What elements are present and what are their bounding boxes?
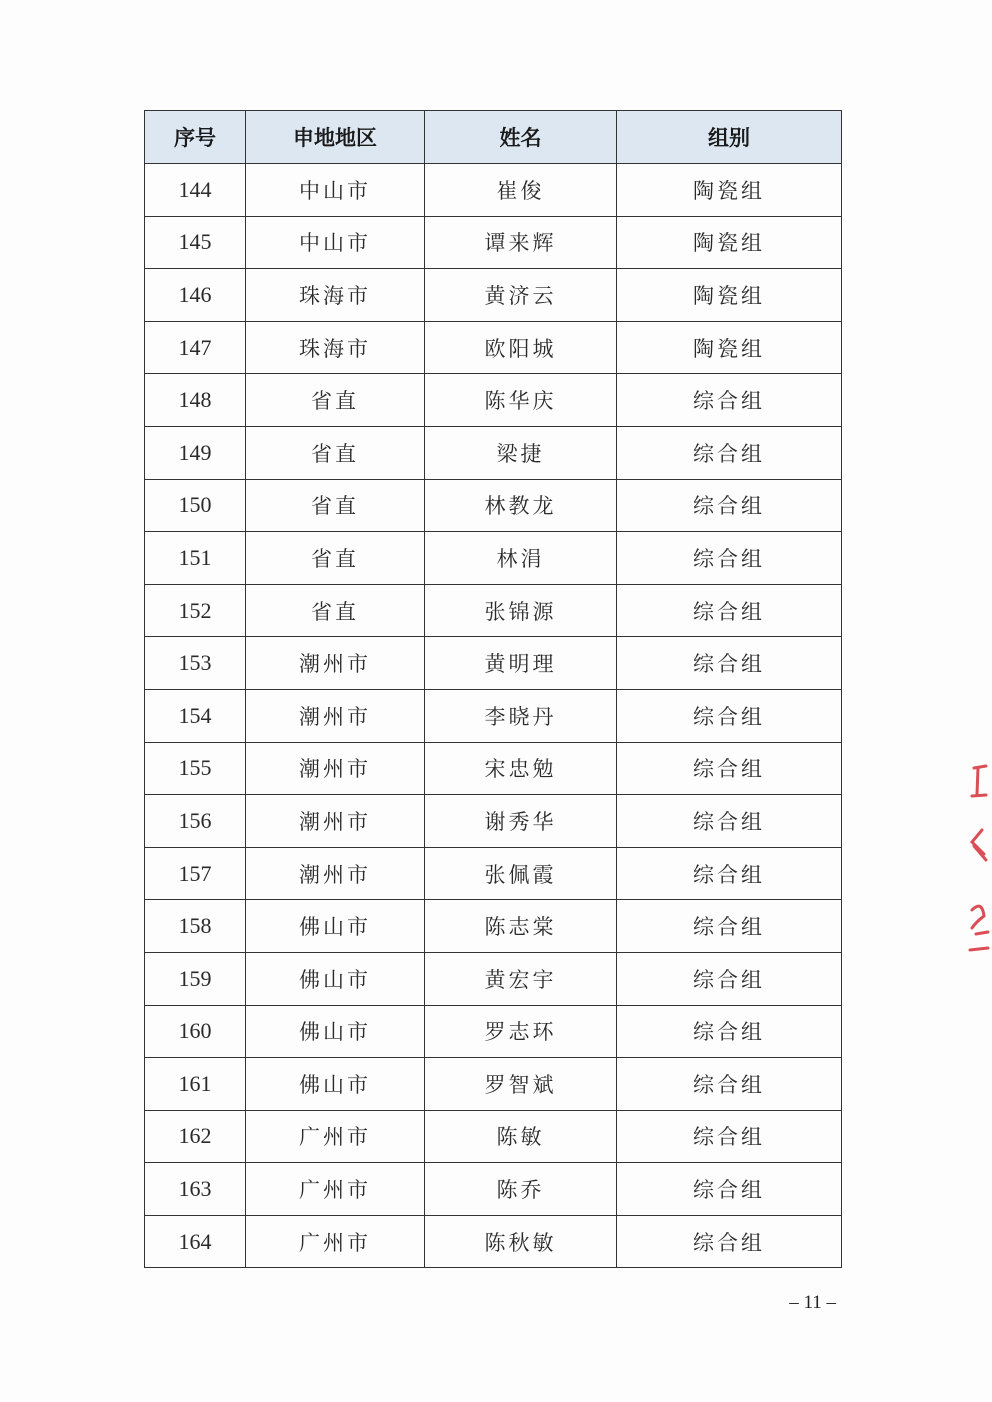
cell-serial-text: 154 xyxy=(178,702,212,728)
cell-region-text: 潮州市 xyxy=(299,757,371,782)
header-region: 申地地区 xyxy=(246,111,425,164)
cell-region-text: 潮州市 xyxy=(299,652,371,677)
cell-name-text: 陈敏 xyxy=(496,1125,545,1150)
cell-region xyxy=(246,900,425,953)
cell-name-text: 林教龙 xyxy=(484,494,557,519)
roster-body xyxy=(145,164,842,1268)
cell-name xyxy=(425,637,617,690)
table-row xyxy=(145,1163,842,1216)
cell-group-text: 综合组 xyxy=(693,652,765,677)
cell-serial xyxy=(145,742,246,795)
cell-region-text: 佛山市 xyxy=(299,1072,371,1097)
cell-region-text: 中山市 xyxy=(299,231,371,256)
cell-region xyxy=(246,269,425,322)
cell-group-text: 综合组 xyxy=(693,546,765,571)
cell-group-text: 综合组 xyxy=(693,862,765,887)
cell-region xyxy=(246,637,425,690)
cell-name-text: 陈华庆 xyxy=(484,389,557,414)
cell-group xyxy=(617,847,842,900)
cell-name xyxy=(425,847,617,900)
cell-group-text: 陶瓷组 xyxy=(693,178,765,203)
cell-name xyxy=(425,952,617,1005)
cell-name-text: 欧阳城 xyxy=(484,336,557,361)
cell-serial xyxy=(145,795,246,848)
cell-group xyxy=(617,742,842,795)
cell-region-text: 省直 xyxy=(311,599,359,624)
cell-group xyxy=(617,479,842,532)
cell-region-text: 广州市 xyxy=(299,1125,371,1150)
cell-name xyxy=(425,1163,617,1216)
cell-group-text: 综合组 xyxy=(693,809,765,834)
cell-name-text: 黄济云 xyxy=(484,283,557,308)
cell-serial-text: 144 xyxy=(178,176,212,202)
cell-name-text: 崔俊 xyxy=(496,178,545,203)
cell-region-text: 佛山市 xyxy=(299,967,371,992)
cell-group xyxy=(617,426,842,479)
cell-serial-text: 156 xyxy=(178,807,212,833)
cell-region xyxy=(246,1005,425,1058)
cell-region-text: 潮州市 xyxy=(299,809,371,834)
cell-region xyxy=(246,479,425,532)
cell-serial-text: 152 xyxy=(178,597,212,623)
table-row xyxy=(145,164,842,217)
cell-group-text: 陶瓷组 xyxy=(693,336,765,361)
cell-group-text: 综合组 xyxy=(693,704,765,729)
cell-group xyxy=(617,795,842,848)
cell-name-text: 张锦源 xyxy=(484,599,557,624)
table-row xyxy=(145,374,842,427)
cell-serial xyxy=(145,637,246,690)
cell-region xyxy=(246,532,425,585)
cell-serial xyxy=(145,584,246,637)
table-row xyxy=(145,742,842,795)
cell-region-text: 省直 xyxy=(311,546,359,571)
cell-region xyxy=(246,1110,425,1163)
table-row xyxy=(145,1110,842,1163)
cell-region-text: 佛山市 xyxy=(299,1020,371,1045)
cell-serial-text: 150 xyxy=(178,492,212,518)
cell-name-text: 陈志棠 xyxy=(484,915,557,940)
cell-region xyxy=(246,795,425,848)
cell-group-text: 综合组 xyxy=(693,1178,765,1203)
cell-serial-text: 151 xyxy=(178,544,212,570)
table-header-row xyxy=(145,111,842,164)
cell-name xyxy=(425,689,617,742)
cell-region-text: 广州市 xyxy=(299,1230,371,1255)
cell-serial xyxy=(145,532,246,585)
table-row xyxy=(145,321,842,374)
cell-serial-text: 163 xyxy=(178,1176,212,1202)
cell-group xyxy=(617,374,842,427)
cell-group xyxy=(617,321,842,374)
cell-group-text: 综合组 xyxy=(693,757,765,782)
table-row xyxy=(145,637,842,690)
cell-group xyxy=(617,1215,842,1268)
cell-serial xyxy=(145,479,246,532)
cell-serial xyxy=(145,374,246,427)
table-row xyxy=(145,269,842,322)
table-row xyxy=(145,216,842,269)
cell-name-text: 谢秀华 xyxy=(484,809,557,834)
cell-name xyxy=(425,1215,617,1268)
cell-group xyxy=(617,216,842,269)
cell-region xyxy=(246,164,425,217)
cell-region xyxy=(246,321,425,374)
cell-name-text: 陈乔 xyxy=(496,1178,545,1203)
cell-region xyxy=(246,847,425,900)
cell-group xyxy=(617,900,842,953)
cell-serial xyxy=(145,321,246,374)
cell-serial-text: 157 xyxy=(178,860,212,886)
cell-name xyxy=(425,1058,617,1111)
cell-serial-text: 148 xyxy=(178,387,212,413)
cell-group-text: 陶瓷组 xyxy=(693,231,765,256)
cell-group xyxy=(617,1110,842,1163)
header-name: 姓名 xyxy=(425,111,617,164)
cell-group-text: 综合组 xyxy=(693,1125,765,1150)
cell-serial xyxy=(145,269,246,322)
cell-serial-text: 149 xyxy=(178,439,212,465)
cell-name xyxy=(425,426,617,479)
cell-group xyxy=(617,952,842,1005)
cell-serial xyxy=(145,164,246,217)
cell-group xyxy=(617,689,842,742)
table-row xyxy=(145,952,842,1005)
header-group: 组别 xyxy=(617,111,842,164)
cell-serial-text: 160 xyxy=(178,1018,212,1044)
cell-serial xyxy=(145,1163,246,1216)
cell-serial xyxy=(145,216,246,269)
cell-name xyxy=(425,1110,617,1163)
cell-serial xyxy=(145,426,246,479)
table-row xyxy=(145,1005,842,1058)
cell-serial-text: 153 xyxy=(178,650,212,676)
table-row xyxy=(145,426,842,479)
cell-group-text: 综合组 xyxy=(693,389,765,414)
cell-region xyxy=(246,426,425,479)
table-row xyxy=(145,689,842,742)
cell-group xyxy=(617,1163,842,1216)
cell-name-text: 林涓 xyxy=(496,546,545,571)
cell-serial xyxy=(145,847,246,900)
roster-table xyxy=(144,110,842,1268)
cell-group-text: 综合组 xyxy=(693,967,765,992)
cell-region-text: 潮州市 xyxy=(299,704,371,729)
cell-region-text: 广州市 xyxy=(299,1178,371,1203)
cell-region-text: 省直 xyxy=(311,494,359,519)
cell-group-text: 综合组 xyxy=(693,441,765,466)
cell-name-text: 梁捷 xyxy=(496,441,545,466)
cell-name xyxy=(425,216,617,269)
cell-group xyxy=(617,637,842,690)
table-row xyxy=(145,1058,842,1111)
cell-region-text: 中山市 xyxy=(299,178,371,203)
cell-region-text: 佛山市 xyxy=(299,915,371,940)
table-row xyxy=(145,584,842,637)
cell-serial-text: 155 xyxy=(178,755,212,781)
cell-name xyxy=(425,795,617,848)
cell-region xyxy=(246,689,425,742)
cell-region xyxy=(246,1163,425,1216)
cell-group xyxy=(617,164,842,217)
cell-group-text: 综合组 xyxy=(693,494,765,519)
cell-region-text: 潮州市 xyxy=(299,862,371,887)
table-row xyxy=(145,795,842,848)
cell-serial xyxy=(145,1005,246,1058)
cell-serial-text: 158 xyxy=(178,913,212,939)
cell-serial xyxy=(145,1215,246,1268)
cell-group xyxy=(617,1058,842,1111)
cell-name xyxy=(425,900,617,953)
cell-name-text: 黄明理 xyxy=(484,652,557,677)
cell-name xyxy=(425,374,617,427)
cell-serial-text: 145 xyxy=(178,229,212,255)
cell-region xyxy=(246,1215,425,1268)
cell-group-text: 综合组 xyxy=(693,1072,765,1097)
page-number: – 11 – xyxy=(789,1292,836,1313)
cell-region xyxy=(246,1058,425,1111)
table-row xyxy=(145,1215,842,1268)
cell-group xyxy=(617,532,842,585)
cell-region-text: 珠海市 xyxy=(299,336,371,361)
cell-name-text: 张佩霞 xyxy=(484,862,557,887)
cell-name xyxy=(425,532,617,585)
cell-region xyxy=(246,742,425,795)
cell-group-text: 综合组 xyxy=(693,599,765,624)
cell-group-text: 综合组 xyxy=(693,1020,765,1045)
cell-serial xyxy=(145,952,246,1005)
cell-group xyxy=(617,584,842,637)
cell-name-text: 李晓丹 xyxy=(484,704,557,729)
cell-name xyxy=(425,321,617,374)
header-serial: 序号 xyxy=(145,111,246,164)
cell-group xyxy=(617,269,842,322)
cell-region xyxy=(246,584,425,637)
cell-group-text: 陶瓷组 xyxy=(693,283,765,308)
cell-name-text: 罗志环 xyxy=(484,1020,557,1045)
cell-serial-text: 147 xyxy=(178,334,212,360)
cell-name xyxy=(425,742,617,795)
cell-name xyxy=(425,1005,617,1058)
cell-name xyxy=(425,269,617,322)
cell-region-text: 珠海市 xyxy=(299,283,371,308)
red-seal-stamp-fragment xyxy=(960,750,992,960)
cell-group xyxy=(617,1005,842,1058)
cell-name xyxy=(425,164,617,217)
cell-group-text: 综合组 xyxy=(693,915,765,940)
cell-name xyxy=(425,479,617,532)
cell-serial xyxy=(145,1058,246,1111)
table-row xyxy=(145,532,842,585)
cell-region xyxy=(246,374,425,427)
cell-name-text: 黄宏宇 xyxy=(484,967,557,992)
cell-serial xyxy=(145,1110,246,1163)
cell-name-text: 谭来辉 xyxy=(484,231,557,256)
cell-name-text: 宋忠勉 xyxy=(484,757,557,782)
cell-serial xyxy=(145,900,246,953)
cell-region-text: 省直 xyxy=(311,441,359,466)
cell-region xyxy=(246,952,425,1005)
cell-region xyxy=(246,216,425,269)
cell-serial xyxy=(145,689,246,742)
cell-name-text: 陈秋敏 xyxy=(484,1230,557,1255)
cell-serial-text: 159 xyxy=(178,965,212,991)
cell-name xyxy=(425,584,617,637)
cell-serial-text: 146 xyxy=(178,281,212,307)
cell-serial-text: 164 xyxy=(178,1228,212,1254)
cell-name-text: 罗智斌 xyxy=(484,1072,557,1097)
cell-serial-text: 161 xyxy=(178,1070,212,1096)
cell-region-text: 省直 xyxy=(311,389,359,414)
table-row xyxy=(145,479,842,532)
cell-group-text: 综合组 xyxy=(693,1230,765,1255)
table-row xyxy=(145,847,842,900)
table-row xyxy=(145,900,842,953)
cell-serial-text: 162 xyxy=(178,1123,212,1149)
